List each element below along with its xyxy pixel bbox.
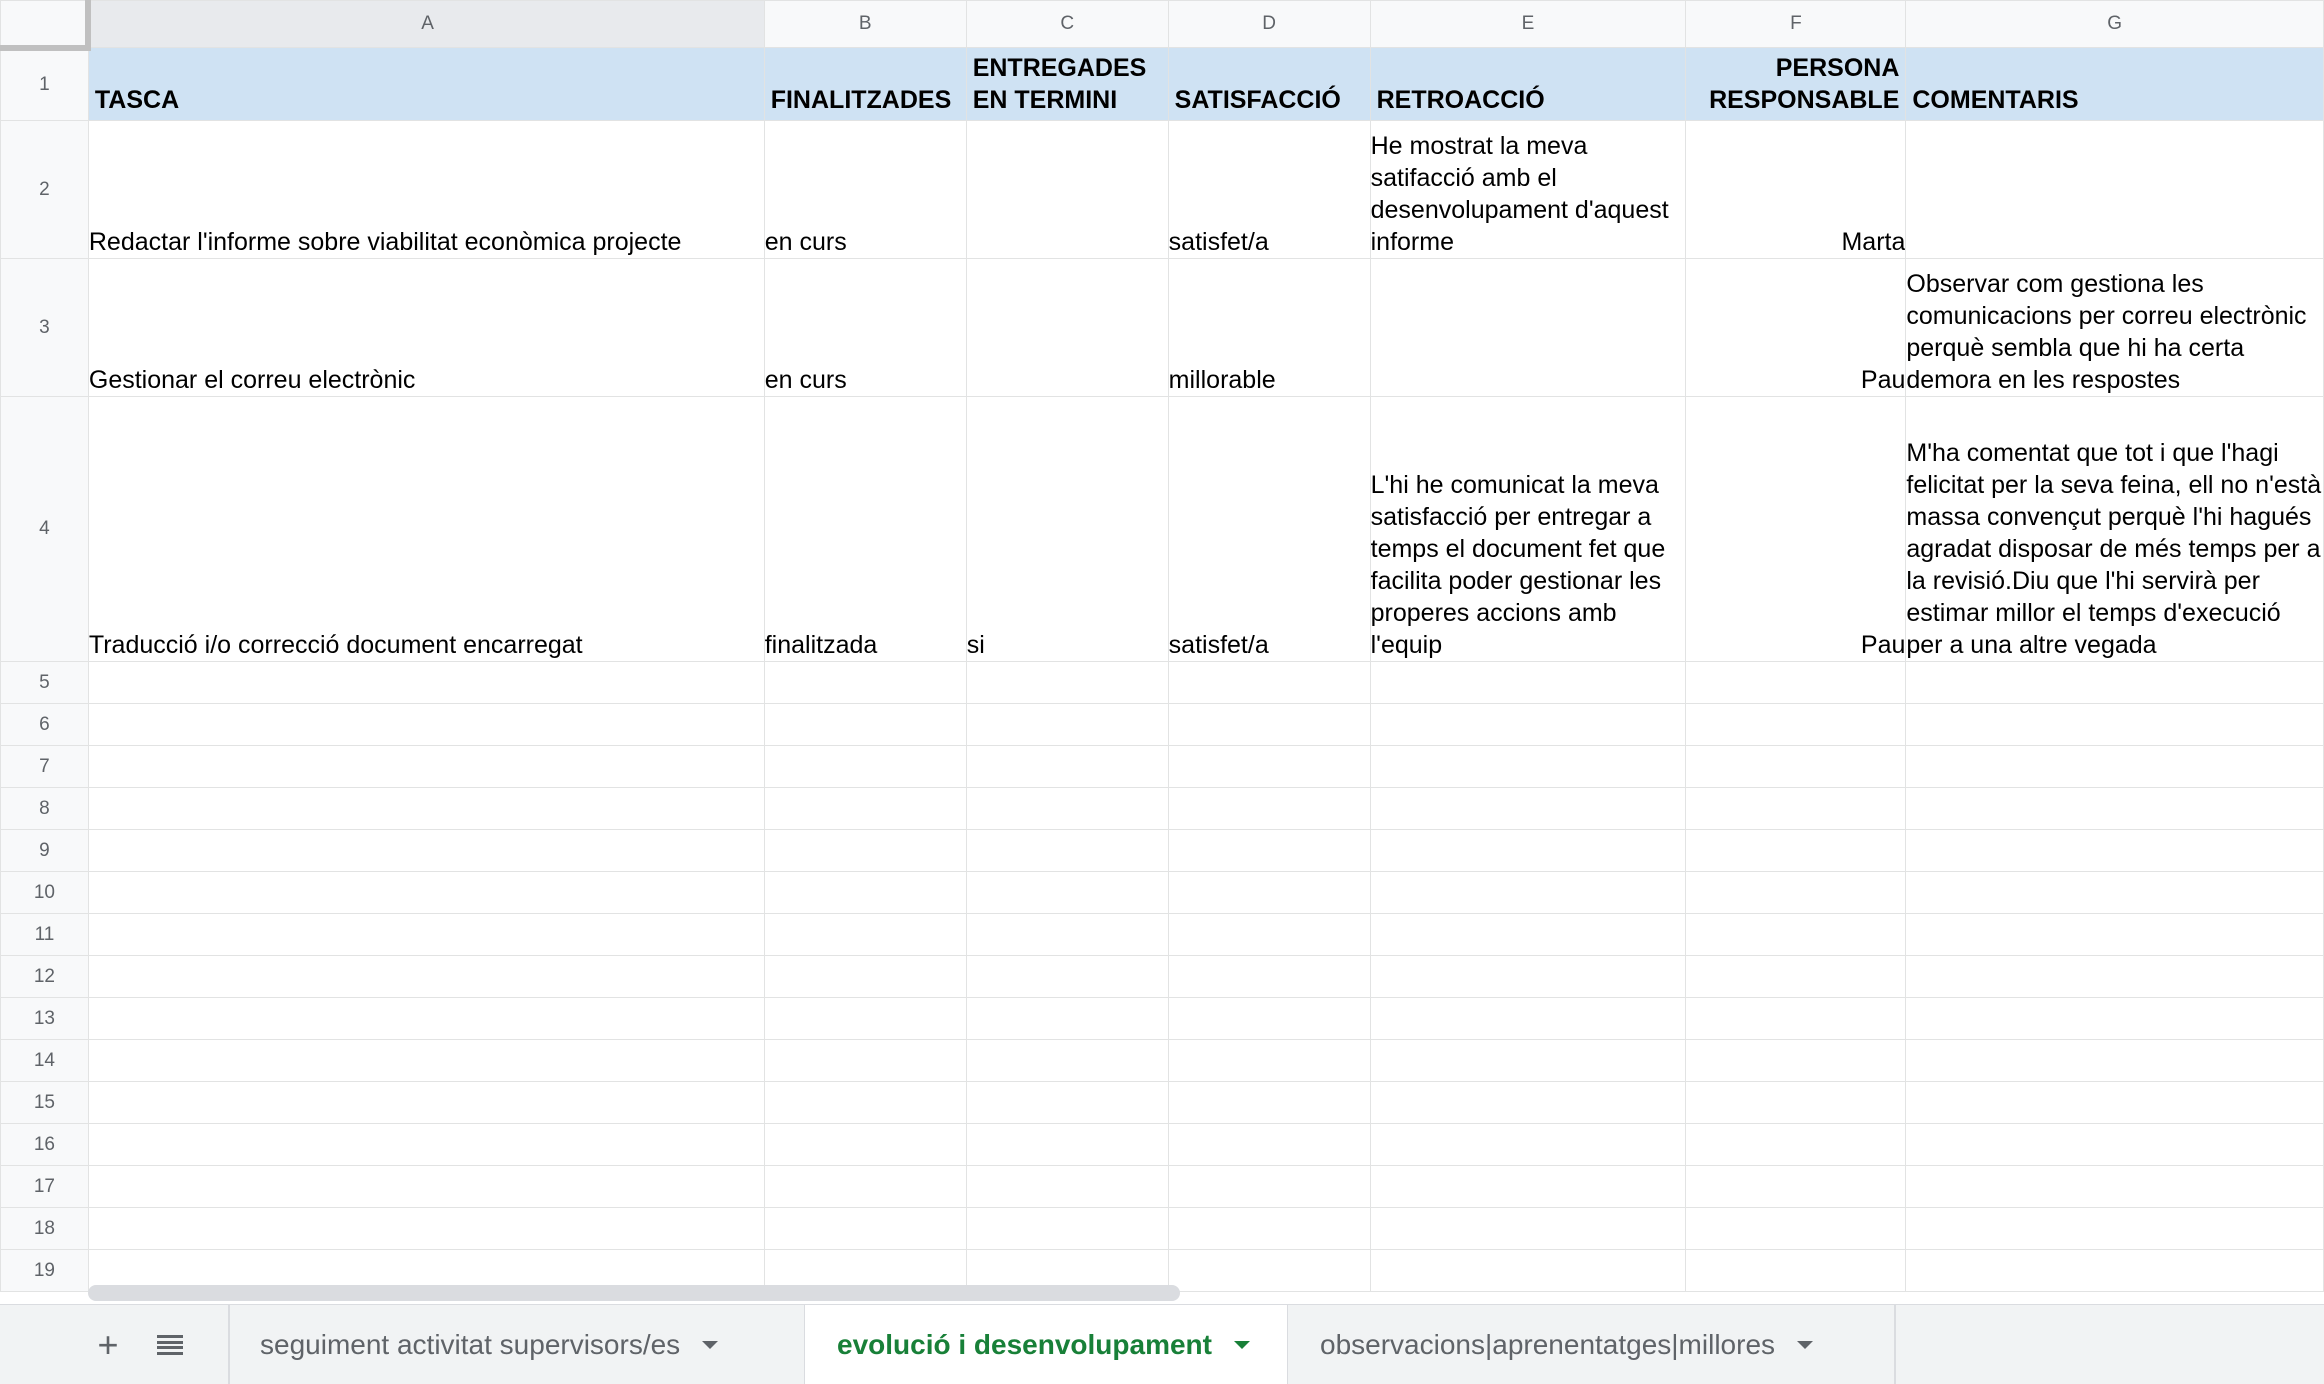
column-header-c[interactable]: C — [966, 1, 1168, 48]
table-row — [1, 746, 2324, 788]
row-header-11[interactable]: 11 — [1, 914, 89, 956]
header-cell-satisfaccio[interactable]: SATISFACCIÓ — [1168, 48, 1370, 121]
row-header-6[interactable]: 6 — [1, 704, 89, 746]
select-all-corner[interactable] — [1, 1, 89, 48]
cell-d2[interactable]: satisfet/a — [1168, 121, 1370, 259]
header-cell-tasca[interactable]: TASCA — [88, 48, 764, 121]
cell-g12[interactable] — [1906, 956, 2324, 998]
tab-seguiment-activitat[interactable] — [228, 1305, 804, 1384]
cell-a2[interactable]: Redactar l'informe sobre viabilitat econòmica projecte — [88, 121, 764, 259]
cell-c11[interactable] — [966, 914, 1168, 956]
cell-f17[interactable] — [1686, 1166, 1906, 1208]
cell-c15[interactable] — [966, 1082, 1168, 1124]
cell-a3[interactable]: Gestionar el correu electrònic — [88, 259, 764, 397]
table-row — [1, 704, 2324, 746]
add-sheet-button[interactable]: + — [97, 1324, 119, 1365]
cell-c9[interactable] — [966, 830, 1168, 872]
table-row — [1, 998, 2324, 1040]
table-row — [1, 1208, 2324, 1250]
cell-a8[interactable] — [88, 788, 764, 830]
cell-a4[interactable]: Traducció i/o correcció document encarregat — [88, 397, 764, 662]
cell-e4[interactable]: L'hi he comunicat la meva satisfacció per entregar a temps el document fet que facilita poder gestionar les properes accions amb l'equip — [1370, 397, 1686, 662]
tab-label: seguiment activitat supervisors/es — [260, 1329, 681, 1360]
cell-g5[interactable] — [1906, 662, 2324, 704]
column-header-g[interactable]: G — [1906, 1, 2324, 48]
cell-d16[interactable] — [1168, 1124, 1370, 1166]
row-header-15[interactable]: 15 — [1, 1082, 89, 1124]
cell-b3[interactable]: en curs — [764, 259, 966, 397]
cell-b4[interactable]: finalitzada — [764, 397, 966, 662]
cell-g19[interactable] — [1906, 1250, 2324, 1292]
cell-e7[interactable] — [1370, 746, 1686, 788]
cell-e19[interactable] — [1370, 1250, 1686, 1292]
row-header-9[interactable]: 9 — [1, 830, 89, 872]
row-header-7[interactable]: 7 — [1, 746, 89, 788]
cell-a15[interactable] — [88, 1082, 764, 1124]
cell-f6[interactable] — [1686, 704, 1906, 746]
row-header-1[interactable]: 1 — [1, 48, 89, 121]
cell-f13[interactable] — [1686, 998, 1906, 1040]
row-header-4[interactable]: 4 — [1, 397, 89, 662]
cell-g11[interactable] — [1906, 914, 2324, 956]
row-header-17[interactable]: 17 — [1, 1166, 89, 1208]
cell-f19[interactable] — [1686, 1250, 1906, 1292]
tab-label: observacions|aprenentatges|millores — [1320, 1329, 1776, 1360]
cell-c10[interactable] — [966, 872, 1168, 914]
column-header-e[interactable]: E — [1370, 1, 1686, 48]
cell-f18[interactable] — [1686, 1208, 1906, 1250]
cell-e15[interactable] — [1370, 1082, 1686, 1124]
sheet-tab-bar — [0, 1304, 2324, 1384]
cell-b7[interactable] — [764, 746, 966, 788]
cell-a13[interactable] — [88, 998, 764, 1040]
cell-c17[interactable] — [966, 1166, 1168, 1208]
cell-g15[interactable] — [1906, 1082, 2324, 1124]
cell-d12[interactable] — [1168, 956, 1370, 998]
cell-d10[interactable] — [1168, 872, 1370, 914]
cell-e17[interactable] — [1370, 1166, 1686, 1208]
table-row — [1, 1124, 2324, 1166]
tab-observacions[interactable] — [1288, 1305, 1894, 1384]
cell-d13[interactable] — [1168, 998, 1370, 1040]
cell-b10[interactable] — [764, 872, 966, 914]
row-header-16[interactable]: 16 — [1, 1124, 89, 1166]
row-header-3[interactable]: 3 — [1, 259, 89, 397]
header-cell-retroaccio[interactable]: RETROACCIÓ — [1370, 48, 1686, 121]
cell-f10[interactable] — [1686, 872, 1906, 914]
table-row — [1, 830, 2324, 872]
header-cell-persona-responsable[interactable]: PERSONA RESPONSABLE — [1686, 48, 1906, 121]
cell-d17[interactable] — [1168, 1166, 1370, 1208]
cell-g13[interactable] — [1906, 998, 2324, 1040]
cell-c8[interactable] — [966, 788, 1168, 830]
cell-f14[interactable] — [1686, 1040, 1906, 1082]
cell-e18[interactable] — [1370, 1208, 1686, 1250]
cell-g2[interactable] — [1906, 121, 2324, 259]
cell-e12[interactable] — [1370, 956, 1686, 998]
cell-g16[interactable] — [1906, 1124, 2324, 1166]
cell-c12[interactable] — [966, 956, 1168, 998]
row-header-2[interactable]: 2 — [1, 121, 89, 259]
cell-g10[interactable] — [1906, 872, 2324, 914]
cell-f5[interactable] — [1686, 662, 1906, 704]
cell-e5[interactable] — [1370, 662, 1686, 704]
cell-f2[interactable]: Marta — [1686, 121, 1906, 259]
cell-g3[interactable]: Observar com gestiona les comunicacions per correu electrònic perquè sembla que hi ha certa demora en les respostes — [1906, 259, 2324, 397]
cell-f12[interactable] — [1686, 956, 1906, 998]
cell-a18[interactable] — [88, 1208, 764, 1250]
cell-f15[interactable] — [1686, 1082, 1906, 1124]
cell-c13[interactable] — [966, 998, 1168, 1040]
cell-e13[interactable] — [1370, 998, 1686, 1040]
column-header-d[interactable]: D — [1168, 1, 1370, 48]
horizontal-scrollbar[interactable] — [88, 1285, 1180, 1301]
cell-a12[interactable] — [88, 956, 764, 998]
column-header-a[interactable]: A — [88, 1, 764, 48]
cell-d9[interactable] — [1168, 830, 1370, 872]
cell-d6[interactable] — [1168, 704, 1370, 746]
cell-b8[interactable] — [764, 788, 966, 830]
cell-a9[interactable] — [88, 830, 764, 872]
cell-g6[interactable] — [1906, 704, 2324, 746]
tab-menu-caret-icon[interactable] — [702, 1341, 718, 1349]
table-row — [1, 872, 2324, 914]
header-cell-comentaris[interactable]: COMENTARIS — [1906, 48, 2324, 121]
table-row — [1, 788, 2324, 830]
tab-menu-caret-icon[interactable] — [1797, 1341, 1813, 1349]
cell-a16[interactable] — [88, 1124, 764, 1166]
cell-c3[interactable] — [966, 259, 1168, 397]
tab-divider — [1894, 1305, 1896, 1384]
table-row — [1, 1166, 2324, 1208]
header-cell-entregades-en-termini[interactable]: ENTREGADES EN TERMINI — [966, 48, 1168, 121]
cell-b18[interactable] — [764, 1208, 966, 1250]
row-header-12[interactable]: 12 — [1, 956, 89, 998]
cell-b11[interactable] — [764, 914, 966, 956]
cell-e10[interactable] — [1370, 872, 1686, 914]
cell-b9[interactable] — [764, 830, 966, 872]
cell-d19[interactable] — [1168, 1250, 1370, 1292]
cell-a14[interactable] — [88, 1040, 764, 1082]
cell-c7[interactable] — [966, 746, 1168, 788]
cell-d18[interactable] — [1168, 1208, 1370, 1250]
cell-e16[interactable] — [1370, 1124, 1686, 1166]
cell-c4[interactable]: si — [966, 397, 1168, 662]
row-header-10[interactable]: 10 — [1, 872, 89, 914]
cell-b5[interactable] — [764, 662, 966, 704]
cell-f7[interactable] — [1686, 746, 1906, 788]
table-row — [1, 914, 2324, 956]
all-sheets-button[interactable] — [150, 1305, 190, 1384]
row-header-19[interactable]: 19 — [1, 1250, 89, 1292]
cell-g17[interactable] — [1906, 1166, 2324, 1208]
header-cell-finalitzades[interactable]: FINALITZADES — [764, 48, 966, 121]
cell-b15[interactable] — [764, 1082, 966, 1124]
cell-b6[interactable] — [764, 704, 966, 746]
cell-a10[interactable] — [88, 872, 764, 914]
cell-g4[interactable]: M'ha comentat que tot i que l'hagi felicitat per la seva feina, ell no n'està massa convençut perquè l'hi hagués agradat disposar de més temps per a la revisió.Diu que l'hi servirà per estimar millor el temps d'execució per a una altre vegada — [1906, 397, 2324, 662]
cell-g14[interactable] — [1906, 1040, 2324, 1082]
table-row — [1, 662, 2324, 704]
cell-a11[interactable] — [88, 914, 764, 956]
tab-evolucio-desenvolupament[interactable] — [804, 1305, 1288, 1384]
cell-e6[interactable] — [1370, 704, 1686, 746]
cell-c16[interactable] — [966, 1124, 1168, 1166]
cell-a6[interactable] — [88, 704, 764, 746]
cell-d4[interactable]: satisfet/a — [1168, 397, 1370, 662]
cell-g18[interactable] — [1906, 1208, 2324, 1250]
cell-d7[interactable] — [1168, 746, 1370, 788]
column-header-f[interactable]: F — [1686, 1, 1906, 48]
cell-g7[interactable] — [1906, 746, 2324, 788]
cell-e2[interactable]: He mostrat la meva satifacció amb el desenvolupament d'aquest informe — [1370, 121, 1686, 259]
cell-c14[interactable] — [966, 1040, 1168, 1082]
row-header-13[interactable]: 13 — [1, 998, 89, 1040]
cell-c2[interactable] — [966, 121, 1168, 259]
table-row — [1, 1040, 2324, 1082]
table-row — [1, 1082, 2324, 1124]
cell-b14[interactable] — [764, 1040, 966, 1082]
row-header-8[interactable]: 8 — [1, 788, 89, 830]
row-header-18[interactable]: 18 — [1, 1208, 89, 1250]
cell-f11[interactable] — [1686, 914, 1906, 956]
cell-b2[interactable]: en curs — [764, 121, 966, 259]
cell-e11[interactable] — [1370, 914, 1686, 956]
row-header-14[interactable]: 14 — [1, 1040, 89, 1082]
cell-c6[interactable] — [966, 704, 1168, 746]
cell-b17[interactable] — [764, 1166, 966, 1208]
cell-a17[interactable] — [88, 1166, 764, 1208]
cell-f9[interactable] — [1686, 830, 1906, 872]
cell-g9[interactable] — [1906, 830, 2324, 872]
table-row — [1, 956, 2324, 998]
cell-f8[interactable] — [1686, 788, 1906, 830]
cell-e8[interactable] — [1370, 788, 1686, 830]
cell-d15[interactable] — [1168, 1082, 1370, 1124]
cell-d5[interactable] — [1168, 662, 1370, 704]
cell-b12[interactable] — [764, 956, 966, 998]
cell-f3[interactable]: Pau — [1686, 259, 1906, 397]
cell-b16[interactable] — [764, 1124, 966, 1166]
cell-e14[interactable] — [1370, 1040, 1686, 1082]
cell-c5[interactable] — [966, 662, 1168, 704]
cell-a7[interactable] — [88, 746, 764, 788]
cell-a5[interactable] — [88, 662, 764, 704]
cell-g8[interactable] — [1906, 788, 2324, 830]
cell-f4[interactable]: Pau — [1686, 397, 1906, 662]
cell-e3[interactable] — [1370, 259, 1686, 397]
cell-f16[interactable] — [1686, 1124, 1906, 1166]
cell-b13[interactable] — [764, 998, 966, 1040]
tab-label: evolució i desenvolupament — [837, 1329, 1212, 1360]
cell-d8[interactable] — [1168, 788, 1370, 830]
cell-d3[interactable]: millorable — [1168, 259, 1370, 397]
tab-menu-caret-icon[interactable] — [1234, 1341, 1250, 1349]
cell-d14[interactable] — [1168, 1040, 1370, 1082]
cell-c18[interactable] — [966, 1208, 1168, 1250]
column-header-b[interactable]: B — [764, 1, 966, 48]
list-icon — [157, 1335, 183, 1355]
cell-e9[interactable] — [1370, 830, 1686, 872]
row-header-5[interactable]: 5 — [1, 662, 89, 704]
cell-d11[interactable] — [1168, 914, 1370, 956]
